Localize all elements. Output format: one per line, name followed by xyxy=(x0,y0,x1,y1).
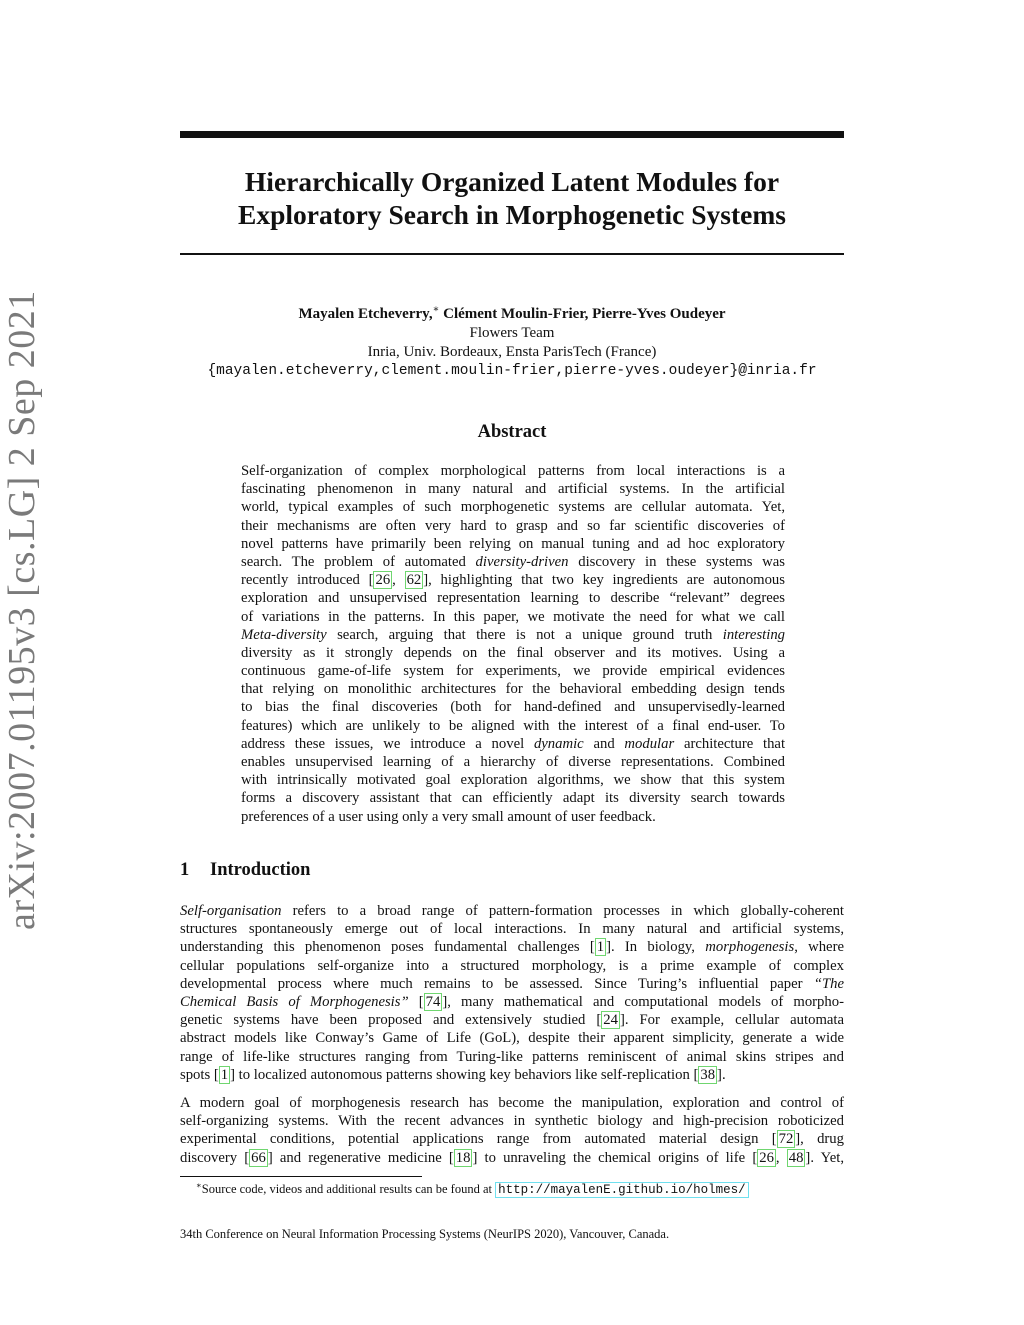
arxiv-side-stamp xyxy=(1,290,66,930)
abstract-line: features) which are unlikely to be aligned with the interest of a final end-user. To xyxy=(241,717,785,734)
body-text: ] to localized autonomous patterns showing key behaviors like self-replication [ xyxy=(230,1066,699,1083)
body-line: A modern goal of morphogenesis research has become the manipulation, exploration and control of xyxy=(180,1095,844,1111)
abstract-line xyxy=(241,571,785,589)
abstract-line xyxy=(241,626,785,644)
authors-block xyxy=(180,300,844,381)
body-text: ]. Yet, xyxy=(805,1149,844,1166)
body-text: genetic systems have been proposed and extensively studied [ xyxy=(180,1012,602,1029)
body-line xyxy=(180,1130,844,1148)
citation-link[interactable]: 18 xyxy=(455,1149,471,1166)
footnote xyxy=(196,1180,749,1197)
abstract-line: that relying on monolithic architectures for the behavioral embedding design tends xyxy=(241,681,785,698)
body-emphasis: morphogenesis xyxy=(705,939,795,956)
author-1-footnote-mark[interactable]: ∗ xyxy=(432,304,440,315)
citation-link[interactable]: 1 xyxy=(220,1066,229,1083)
abstract-body xyxy=(241,462,785,826)
citation-link[interactable]: 24 xyxy=(603,1012,618,1029)
body-line xyxy=(180,902,844,920)
body-line: abstract models like Conway’s Game of Life (GoL), despite their apparent simplicity, generate a wide xyxy=(180,1030,844,1047)
citation-link[interactable]: 74 xyxy=(425,993,441,1010)
body-emphasis: Chemical Basis of Morphogenesis” xyxy=(180,993,409,1010)
body-text: developmental process where much remains to be assessed. Since Turing’s influential paper xyxy=(180,975,803,992)
abstract-text: search. The problem of automated xyxy=(241,553,466,570)
citation-link[interactable]: 48 xyxy=(788,1149,804,1166)
abstract-line: with intrinsically motivated goal exploration algorithms, we show that this system xyxy=(241,772,785,789)
abstract-emphasis: diversity-driven xyxy=(475,553,569,570)
footnote-url-link[interactable]: http://mayalenE.github.io/holmes/ xyxy=(495,1182,749,1198)
body-line: cellular populations self-organize into a structured morphology, is a prime example of complex xyxy=(180,957,844,974)
footnote-text: Source code, videos and additional results can be found at xyxy=(201,1182,496,1197)
abstract-line: diversity as it strongly depends on the final observer and its motives. Using a xyxy=(241,644,785,661)
body-text: ], many mathematical and computational models of morpho- xyxy=(442,993,844,1010)
footnote-rule xyxy=(180,1176,422,1177)
affiliation: Inria, Univ. Bordeaux, Ensta ParisTech (France) xyxy=(367,344,657,360)
footnote-mark: ∗ xyxy=(196,1180,202,1190)
section-heading-introduction xyxy=(180,860,310,881)
author-names xyxy=(180,300,844,324)
abstract-line: to bias the final discoveries (both for hand-defined and unsupervisedly-learned xyxy=(241,699,785,716)
abstract-line: enables unsupervised learning of a hierarchy of diverse representations. Combined xyxy=(241,754,785,770)
abstract-line: novel patterns have primarily been relying on manual tuning and ad hoc exploratory xyxy=(241,535,785,552)
abstract-line: their mechanisms are often very hard to grasp and so far scientific discoveries of xyxy=(241,517,785,534)
citation-link[interactable]: 66 xyxy=(251,1149,266,1166)
body-text: , xyxy=(775,1149,787,1166)
abstract-line: preferences of a user using only a very small amount of user feedback. xyxy=(241,808,656,825)
body-text: , where xyxy=(794,939,844,956)
body-text: understanding this phenomenon poses fundamental challenges [ xyxy=(180,939,595,956)
title-rule-bottom xyxy=(180,253,844,255)
abstract-emphasis: interesting xyxy=(722,626,786,643)
body-line: self-organizing systems. With the recent advances in synthetic biology and high-precision roboticized xyxy=(180,1113,844,1130)
abstract-text: and xyxy=(593,735,615,752)
section-number: 1 xyxy=(180,860,190,880)
citation-link[interactable]: 1 xyxy=(596,939,605,956)
body-line xyxy=(180,1011,844,1029)
abstract-text: ], highlighting that two key ingredients are autonomous xyxy=(423,572,785,589)
team-name: Flowers Team xyxy=(469,325,555,341)
citation-link[interactable]: 26 xyxy=(375,572,391,589)
abstract-line: fascinating phenomenon in many natural and artificial systems. In the artificial xyxy=(241,481,785,498)
body-emphasis: “The xyxy=(813,975,844,992)
body-line xyxy=(180,1066,844,1084)
abstract-line: exploration and unsupervised representation learning to describe “relevant” degrees xyxy=(241,590,785,607)
title-line-2: Exploratory Search in Morphogenetic Systems xyxy=(238,199,786,230)
body-text: ]. For example, cellular automata xyxy=(619,1012,844,1029)
abstract-line: of variations in the patterns. In this paper, we motivate the need for what we call xyxy=(241,608,785,625)
citation-link[interactable]: 72 xyxy=(778,1131,794,1148)
arxiv-identifier: arXiv:2007.01195v3 [cs.LG] 2 Sep 2021 xyxy=(1,290,43,930)
body-text: spots [ xyxy=(180,1066,219,1083)
abstract-line: world, typical examples of such morphogenetic systems are cellular automata. Yet, xyxy=(241,499,785,516)
citation-link[interactable]: 38 xyxy=(700,1066,716,1083)
abstract-text: , xyxy=(392,572,405,589)
author-2: Clément Moulin-Frier, xyxy=(443,306,589,322)
abstract-line xyxy=(241,553,785,571)
conference-note: 34th Conference on Neural Information Processing Systems (NeurIPS 2020), Vancouver, Canada. xyxy=(180,1227,670,1241)
intro-paragraph-1 xyxy=(180,902,844,1084)
body-text: [ xyxy=(408,993,424,1010)
citation-link[interactable]: 62 xyxy=(406,572,422,589)
section-title: Introduction xyxy=(210,860,311,880)
title-rule-top xyxy=(180,131,844,138)
author-3: Pierre-Yves Oudeyer xyxy=(592,306,726,322)
abstract-line: Self-organization of complex morphological patterns from local interactions is a xyxy=(241,463,785,479)
abstract-text: discovery in these systems was xyxy=(578,553,786,570)
abstract-line xyxy=(241,735,785,753)
body-text: discovery [ xyxy=(180,1149,250,1166)
body-text: ] to unraveling the chemical origins of life [ xyxy=(472,1149,758,1166)
abstract-emphasis: Meta-diversity xyxy=(241,626,327,643)
body-emphasis: Self-organisation xyxy=(180,903,282,919)
author-emails: {mayalen.etcheverry,clement.moulin-frier,pierre-yves.oudeyer}@inria.fr xyxy=(207,363,817,379)
abstract-emphasis: dynamic xyxy=(533,735,584,752)
abstract-line: forms a discovery assistant that can efficiently adapt its diversity search towards xyxy=(241,790,785,807)
abstract-emphasis: modular xyxy=(624,735,675,752)
body-line xyxy=(180,993,844,1011)
body-line xyxy=(180,938,844,956)
body-text: ]. In biology, xyxy=(606,939,695,956)
abstract-text: architecture that xyxy=(683,735,786,752)
abstract-heading: Abstract xyxy=(477,422,547,442)
body-text: refers to a broad range of pattern-formation processes in which globally-coherent xyxy=(292,903,844,919)
body-line xyxy=(180,975,844,993)
abstract-line: continuous game-of-life system for experiments, we provide empirical evidences xyxy=(241,663,785,680)
abstract-text: address these issues, we introduce a novel xyxy=(241,735,525,752)
abstract-text: search, arguing that there is not a unique ground truth xyxy=(337,626,713,643)
body-line: structures spontaneously emerge out of local interactions. In many natural and artificial systems, xyxy=(180,921,844,938)
body-text: ] and regenerative medicine [ xyxy=(267,1149,454,1166)
author-1: Mayalen Etcheverry, xyxy=(298,306,433,322)
title-line-1: Hierarchically Organized Latent Modules for xyxy=(244,166,780,197)
citation-link[interactable]: 26 xyxy=(759,1149,774,1166)
abstract-text: recently introduced [ xyxy=(241,572,374,589)
body-text: experimental conditions, potential applications range from automated material design [ xyxy=(180,1131,777,1148)
body-text: ]. xyxy=(717,1066,726,1083)
body-line xyxy=(180,1149,844,1167)
body-line: range of life-like structures ranging from Turing-like patterns reminiscent of animal skins stripes and xyxy=(180,1048,844,1065)
intro-paragraph-2 xyxy=(180,1094,844,1167)
body-text: ], drug xyxy=(795,1131,844,1148)
paper-title xyxy=(180,165,844,231)
